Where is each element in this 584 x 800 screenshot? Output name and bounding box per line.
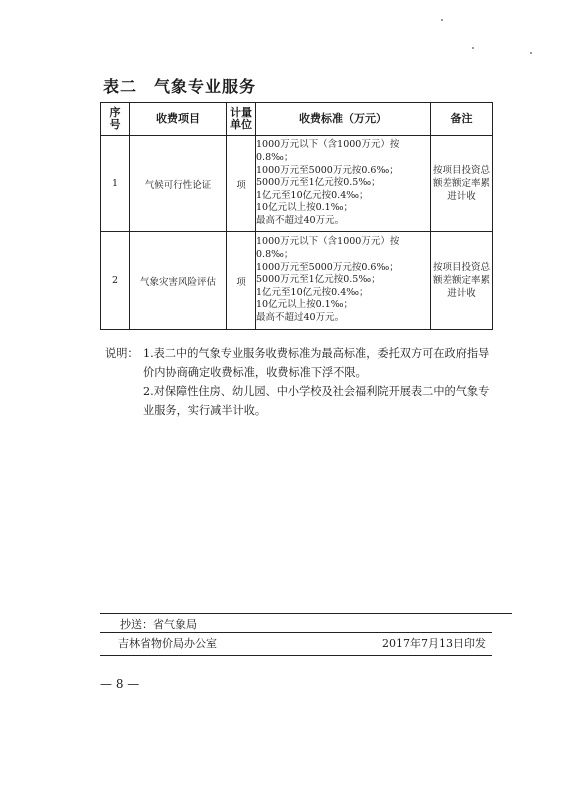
standard-line: 1000万元以下（含1000万元）按0.8‰； <box>256 139 400 164</box>
fee-table <box>100 102 493 330</box>
standard-line: 10亿元以上按0.1‰； <box>256 299 353 311</box>
row-item: 气候可行性论证 <box>130 136 227 232</box>
row-note: 按项目投资总额差额定率累进计收 <box>431 232 493 330</box>
standard-line: 1000万元以下（含1000万元）按0.8‰； <box>256 236 400 261</box>
note-text: 2.对保障性住房、幼儿园、中小学校及社会福利院开展表二中的气象专业服务，实行减半计收。 <box>143 385 490 417</box>
standard-line: 5000万元至1亿元按0.5‰； <box>256 274 381 286</box>
header-serial: 序 号 <box>101 103 130 136</box>
notes-section <box>105 344 500 420</box>
issue-date: 2017年7月13日印发 <box>382 637 486 650</box>
standard-line: 1亿元至10亿元按0.4‰； <box>256 286 369 298</box>
issuer-line <box>100 632 492 656</box>
standard-line: 最高不超过40万元。 <box>256 214 345 226</box>
row-number: 1 <box>101 136 130 232</box>
table-row <box>101 136 493 232</box>
issuer-name: 吉林省物价局办公室 <box>118 637 217 650</box>
header-unit: 计量 单位 <box>227 103 256 136</box>
row-note: 按项目投资总额差额定率累进计收 <box>431 136 493 232</box>
cc-line: 抄送：省气象局 <box>100 613 512 633</box>
header-item: 收费项目 <box>130 103 227 136</box>
scan-speck <box>530 52 532 54</box>
row-unit: 项 <box>227 136 256 232</box>
table-header-row <box>101 103 493 136</box>
note-item <box>105 344 500 382</box>
row-number: 2 <box>101 232 130 330</box>
header-note: 备注 <box>431 103 493 136</box>
standard-line: 1亿元至10亿元按0.4‰； <box>256 189 369 201</box>
standard-line: 5000万元至1亿元按0.5‰； <box>256 177 381 189</box>
table-row <box>101 232 493 330</box>
standard-line: 最高不超过40万元。 <box>256 311 345 323</box>
scan-speck <box>472 47 474 49</box>
notes-label: 说明： <box>105 347 139 360</box>
row-standard <box>256 232 431 330</box>
standard-line: 10亿元以上按0.1‰； <box>256 202 353 214</box>
header-standard: 收费标准（万元） <box>256 103 431 136</box>
row-standard <box>256 136 431 232</box>
row-item: 气象灾害风险评估 <box>130 232 227 330</box>
table-heading: 表二 气象专业服务 <box>103 77 257 96</box>
standard-line: 1000万元至5000万元按0.6‰； <box>256 261 399 273</box>
row-unit: 项 <box>227 232 256 330</box>
standard-line: 1000万元至5000万元按0.6‰； <box>256 164 399 176</box>
scan-speck <box>441 19 443 21</box>
note-item <box>105 382 500 420</box>
note-text: 1.表二中的气象专业服务收费标准为最高标准，委托双方可在政府指导价内协商确定收费标准，收费标准下浮不限。 <box>143 347 490 379</box>
page-number: — 8 — <box>100 677 140 691</box>
